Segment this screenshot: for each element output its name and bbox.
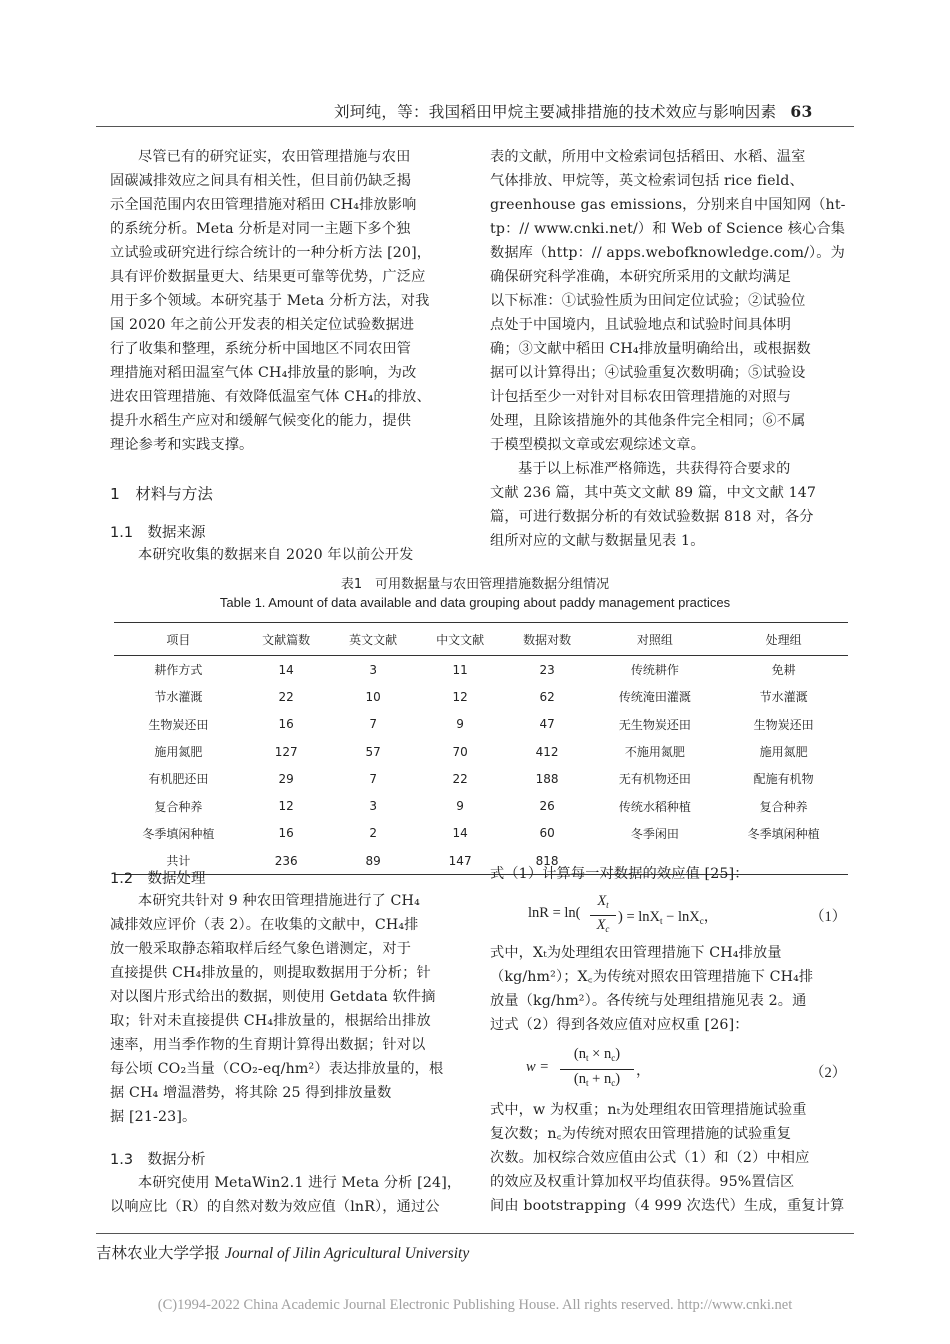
text-line: 理论参考和实践支撑。 [110,437,254,453]
table-cell: 传统耕作 [630,663,679,678]
table-cell: 复合种养 [154,799,203,814]
table-cell: 有机肥还田 [148,772,209,787]
table-cell: 22 [278,689,294,704]
table-cell: 818 [504,847,591,875]
table-caption-en: Table 1. Amount of data available and data grouping about paddy management practices [219,595,731,610]
text-line: 本研究使用 MetaWin2.1 进行 Meta 分析 [24]， [138,1175,462,1191]
text-line: 表的文献，所用中文检索词包括稻田、水稻、温室 [490,149,806,165]
text-line: 的系统分析。Meta 分析是对同一主题下多个独 [110,221,411,237]
table-cell: 无生物炭还田 [618,717,691,732]
text-line: 计包括至少一对针对目标农田管理措施的对照与 [490,389,792,405]
left-s11-text: 本研究收集的数据来自 2020 年以前公开发 [138,547,414,563]
table-cell: 复合种养 [759,799,808,814]
header-rule [96,126,854,127]
table-cell: 147 [417,847,504,875]
table-cell: 节水灌溉 [759,690,808,705]
text-line: 据 [21-23]。 [110,1109,197,1125]
table-cell: 9 [456,799,464,814]
table-cell: 412 [535,744,559,759]
table-cell: 免耕 [771,663,796,678]
table-header-cell: 文献篇数 [243,623,330,656]
text-line: 固碳减排效应之间具有相关性，但目前仍缺乏揭 [110,173,412,189]
table-header-cell: 处理组 [719,623,848,656]
text-line: 以下标准：①试验性质为田间定位试验；②试验位 [490,293,806,309]
table-cell: 3 [369,799,377,814]
section-heading-1-3: 1.3 数据分析 [110,1152,206,1168]
text-line: 具有评价数据量更大、结果更可靠等优势，广泛应 [110,269,426,285]
text-line: 篇，可进行数据分析的有效试验数据 818 对，各分 [490,509,814,525]
formula-2-number: （2） [810,1065,847,1081]
table-cell: 22 [452,771,468,786]
text-line: 减排效应评价（表 2）。在收集的文献中，CH₄排 [110,917,419,933]
text-line: 文献 236 篇，其中英文文献 89 篇，中文文献 147 [490,485,817,501]
text-line: 于模型模拟文章或宏观综述文章。 [490,437,706,453]
table-cell: 传统水稻种植 [618,799,691,814]
table-cell: 14 [452,826,468,841]
table-row [114,738,848,765]
table-cell: 23 [539,662,555,677]
table-cell: 冬季填闲种植 [142,826,215,841]
table-cell: 3 [369,662,377,677]
left-s12-paragraph [110,889,462,1129]
text-line: 本研究共针对 9 种农田管理措施进行了 CH₄ [138,893,420,909]
table-cell: 施用氮肥 [759,745,808,760]
table-row [114,765,848,792]
text-line: 尽管已有的研究证实，农田管理措施与农田 [138,149,411,165]
table-cell: 12 [452,689,468,704]
table-cell: 生物炭还田 [753,717,814,732]
text-line: 点处于中国境内，且试验地点和试验时间具体明 [490,317,792,333]
text-line: 对以图片形式给出的数据，则使用 Getdata 软件摘 [110,989,436,1005]
text-line: 速率，用当季作物的生育期计算得出数据；针对以 [110,1037,426,1053]
table-header-cell: 中文文献 [417,623,504,656]
table-row [114,711,848,738]
table-cell: 不施用氮肥 [624,745,685,760]
table-cell: 16 [278,717,294,732]
text-line: 确保研究科学准确，本研究所采用的文献均满足 [490,269,792,285]
text-line: 取；针对未直接提供 CH₄排放量的，根据给出排放 [110,1013,431,1029]
text-line: 处理，且除该措施外的其他条件完全相同；⑥不属 [490,413,806,429]
text-line: 式中，Xₜ为处理组农田管理措施下 CH₄排放量 [490,945,782,961]
table-cell: 11 [452,662,468,677]
right-top-paragraph [490,145,846,553]
table-cell: 生物炭还田 [148,717,209,732]
text-line: 放一般采取静态箱取样后经气象色谱测定，对于 [110,941,412,957]
table-cell: 耕作方式 [154,663,203,678]
text-line: 国 2020 年之前公开发表的相关定位试验数据进 [110,317,415,333]
table-cell: 62 [539,689,555,704]
text-line: 的效应及权重计算加权平均值获得。95%置信区 [490,1174,795,1190]
table-cell: 配施有机物 [753,772,814,787]
data-grouping-table [114,622,848,875]
text-line: 理措施对稻田温室气体 CH₄排放量的影响，为改 [110,365,417,381]
text-line: 提升水稻生产应对和缓解气候变化的能力，提供 [110,413,412,429]
journal-name-en: Journal of Jilin Agricultural University [224,1245,470,1262]
table-cell: 29 [278,771,294,786]
table-cell: 传统淹田灌溉 [618,690,691,705]
text-line: 式中，w 为权重；nₜ为处理组农田管理措施试验重 [490,1102,807,1118]
table-cell: 14 [278,662,294,677]
table-cell: 节水灌溉 [154,690,203,705]
text-line: 次数。加权综合效应值由公式（1）和（2）中相应 [490,1150,810,1166]
right-formula1-explanation [490,941,842,1037]
table-row [114,792,848,819]
text-line: 直接提供 CH₄排放量的，则提取数据用于分析；针 [110,965,431,981]
text-line: 每公顷 CO₂当量（CO₂-eq/hm²）表达排放量的，根 [110,1061,444,1077]
text-line: 据可以计算得出；④试验重复次数明确；⑤试验设 [490,365,806,381]
table-header-cell: 项目 [114,623,243,656]
table-header-cell: 对照组 [591,623,720,656]
text-line: 行了收集和整理，系统分析中国地区不同农田管 [110,341,412,357]
table-cell: 7 [369,771,377,786]
table-cell: 10 [365,689,381,704]
left-intro-paragraph [110,145,462,457]
running-title: 刘珂纯，等：我国稻田甲烷主要减排措施的技术效应与影响因素 [334,103,777,121]
table-cell: 冬季闲田 [630,826,679,841]
text-line: 数据库（http：// apps.webofknowledge.com/）。为 [490,245,845,261]
text-line: 气体排放、甲烷等，英文检索词包括 rice field、 [490,173,804,189]
text-line: 立试验或研究进行综合统计的一种分析方法 [20]， [110,245,432,261]
table-row [114,683,848,710]
table-cell: 共计 [114,847,243,875]
text-line: 确；③文献中稻田 CH₄排放量明确给出，或根据数 [490,341,811,357]
table-cell: 60 [539,826,555,841]
section-heading-1: 1 材料与方法 [110,485,213,503]
text-line: 间由 bootstrapping（4 999 次迭代）生成，重复计算 [490,1198,845,1214]
text-line: 据 CH₄ 增温潜势，将其除 25 得到排放量数 [110,1085,392,1101]
section-heading-1-2: 1.2 数据处理 [110,871,206,887]
table-cell: 70 [452,744,468,759]
table-cell: 7 [369,717,377,732]
running-header [334,100,813,122]
journal-name-cn: 吉林农业大学学报 [96,1244,221,1262]
table-header-cell: 数据对数 [504,623,591,656]
text-line: 以响应比（R）的自然对数为效应值（lnR），通过公 [110,1199,440,1215]
table-cell: 12 [278,799,294,814]
page-number: 63 [790,102,813,121]
copyright-notice: (C)1994-2022 China Academic Journal Electronic Publishing House. All rights reserved. http://www.cnki.net [157,1297,793,1313]
text-line: 组所对应的文献与数据量见表 1。 [490,533,705,549]
text-line: 示全国范围内农田管理措施对稻田 CH₄排放影响 [110,197,417,213]
text-line: 过式（2）得到各效应值对应权重 [26]： [490,1017,749,1033]
text-line: 用于多个领域。本研究基于 Meta 分析方法，对我 [110,293,430,309]
table-row [114,820,848,847]
text-line: tp：// www.cnki.net/）和 Web of Science 核心合集 [490,221,846,237]
text-line: greenhouse gas emissions，分别来自中国知网（ht- [490,197,846,213]
table-cell: 236 [243,847,330,875]
table-cell: 16 [278,826,294,841]
text-line: 基于以上标准严格筛选，共获得符合要求的 [518,461,791,477]
text-line: 放量（kg/hm²）。各传统与处理组措施见表 2。通 [490,993,807,1009]
section-heading-1-1: 1.1 数据来源 [110,525,206,541]
table-cell: 57 [365,744,381,759]
table-cell: 无有机物还田 [618,772,691,787]
text-line: 进农田管理措施、有效降低温室气体 CH₄的排放、 [110,389,431,405]
formula-1-number: （1） [810,909,847,925]
table-cell: 26 [539,799,555,814]
footer-rule [96,1233,854,1234]
right-formula2-explanation [490,1098,845,1218]
left-s13-paragraph [110,1171,462,1219]
table-cell: 47 [539,717,555,732]
table-cell: 127 [274,744,298,759]
table-caption-cn: 表1 可用数据量与农田管理措施数据分组情况 [340,577,610,592]
right-s13-lead: 式（1）计算每一对数据的效应值 [25]： [490,866,749,882]
table-header-cell: 英文文献 [330,623,417,656]
table-cell: 188 [535,771,559,786]
table-cell: 施用氮肥 [154,745,203,760]
journal-footer [96,1241,469,1263]
table-row [114,656,848,684]
text-line: 复次数；n꜀为传统对照农田管理措施的试验重复 [490,1126,792,1142]
table-cell: 9 [456,717,464,732]
table-header-row [114,623,848,656]
text-line: （kg/hm²）；X꜀为传统对照农田管理措施下 CH₄排 [490,969,814,985]
table-cell: 2 [369,826,377,841]
table-cell: 冬季填闲种植 [747,826,820,841]
table-cell: 89 [330,847,417,875]
